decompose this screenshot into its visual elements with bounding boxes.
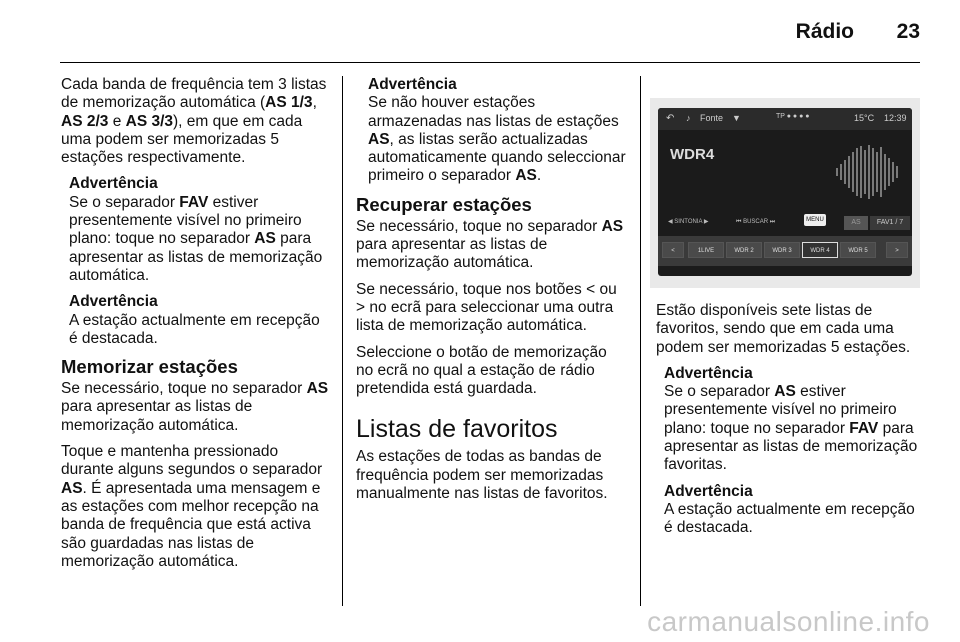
seek-control[interactable]: ⏮ BUSCAR ⏭ bbox=[736, 219, 776, 225]
note-title: Advertência bbox=[368, 76, 457, 93]
note: Advertência Se o separador FAV estiver presentemente visível no primeiro plano: toque no separador AS para apresentar as listas de memorização automática. bbox=[69, 175, 331, 285]
preset-bar bbox=[658, 236, 912, 266]
audio-wave-graphic bbox=[833, 142, 903, 202]
preset-button[interactable]: WDR 2 bbox=[726, 242, 762, 258]
menu-button[interactable]: MENU bbox=[804, 214, 826, 226]
paragraph: Seleccione o botão de memorização no ecrã no qual a estação de rádio pretendida está guardada. bbox=[356, 343, 607, 398]
chevron-left-icon[interactable]: < bbox=[662, 242, 684, 258]
heading-recover: Recuperar estações bbox=[356, 193, 532, 215]
column-2 bbox=[356, 76, 628, 511]
section-title: Rádio bbox=[795, 20, 854, 43]
note-text: A estação actualmente em recepção é destacada. bbox=[664, 500, 915, 537]
paragraph: Se necessário, toque nos botões < ou > no ecrã para seleccionar uma outra lista de memorização automática. bbox=[356, 280, 617, 335]
note-title: Advertência bbox=[69, 175, 158, 193]
preset-button[interactable]: 1LIVE bbox=[688, 242, 724, 258]
paragraph: Se necessário, toque no separador AS para apresentar as listas de memorização automática. bbox=[61, 380, 329, 434]
as-tab[interactable]: AS bbox=[844, 216, 868, 230]
note: Advertência Se não houver estações armazenadas nas listas de estações AS, as listas serão actualizadas automaticamente quando seleccionar primeiro o separador AS. bbox=[368, 76, 628, 186]
back-icon: ↶ bbox=[666, 113, 675, 124]
paragraph: Se necessário, toque no separador AS para apresentar as listas de memorização automática. bbox=[356, 217, 624, 272]
watermark: carmanualsonline.info bbox=[647, 606, 930, 637]
clock: 12:39 bbox=[884, 113, 907, 123]
note-title: Advertência bbox=[664, 364, 753, 382]
source-label: Fonte bbox=[700, 113, 724, 123]
note bbox=[664, 483, 922, 538]
radio-screen bbox=[658, 108, 912, 276]
paragraph: As estações de todas as bandas de frequência podem ser memorizadas manualmente nas listas de favoritos. bbox=[356, 448, 608, 503]
column-divider bbox=[342, 76, 343, 606]
page-number: 23 bbox=[896, 20, 920, 43]
paragraph: Cada banda de frequência tem 3 listas de memorização automática (AS 1/3, AS 2/3 e AS 3/3), em que em cada uma podem ser memorizadas 5 estações respectivamente. bbox=[61, 76, 327, 167]
fav-tab[interactable]: FAV1 / 7 bbox=[870, 216, 910, 230]
note-title: Advertência bbox=[69, 293, 158, 311]
preset-button[interactable]: WDR 3 bbox=[764, 242, 800, 258]
tune-control[interactable]: ◀ SINTONIA ▶ bbox=[668, 219, 709, 225]
heading-memorize: Memorizar estações bbox=[61, 356, 238, 378]
note: Advertência Se o separador AS estiver presentemente visível no primeiro plano: toque no separador FAV para apresentar as listas de memorização favoritas. bbox=[664, 365, 922, 475]
chevron-right-icon[interactable]: > bbox=[886, 242, 908, 258]
paragraph: Toque e mantenha pressionado durante alguns segundos o separador AS. É apresentada uma mensagem e as estações com melhor recepção na banda de frequência que está activa são guardadas nas listas de memorização automática. bbox=[61, 443, 323, 570]
station-name: WDR4 bbox=[670, 146, 715, 163]
radio-topbar bbox=[658, 108, 912, 130]
column-divider bbox=[640, 76, 641, 606]
column-1 bbox=[61, 76, 331, 579]
temperature: 15°C bbox=[854, 113, 875, 123]
column-3 bbox=[656, 302, 922, 546]
note-text: A estação actualmente em recepção é destacada. bbox=[69, 311, 320, 347]
note-title: Advertência bbox=[664, 482, 753, 500]
heading-favorites: Listas de favoritos bbox=[356, 415, 558, 444]
preset-button-selected[interactable]: WDR 4 bbox=[802, 242, 838, 258]
chevron-down-icon: ▼ bbox=[732, 113, 741, 123]
radio-screen-image bbox=[650, 98, 920, 288]
music-note-icon: ♪ bbox=[686, 113, 691, 123]
note bbox=[69, 293, 331, 348]
preset-button[interactable]: WDR 5 bbox=[840, 242, 876, 258]
paragraph: Estão disponíveis sete listas de favoritos, sendo que em cada uma podem ser memorizadas 5 estações. bbox=[656, 302, 911, 356]
status-icons: TP ● ● ● ● bbox=[776, 113, 810, 120]
page-header bbox=[60, 14, 920, 63]
